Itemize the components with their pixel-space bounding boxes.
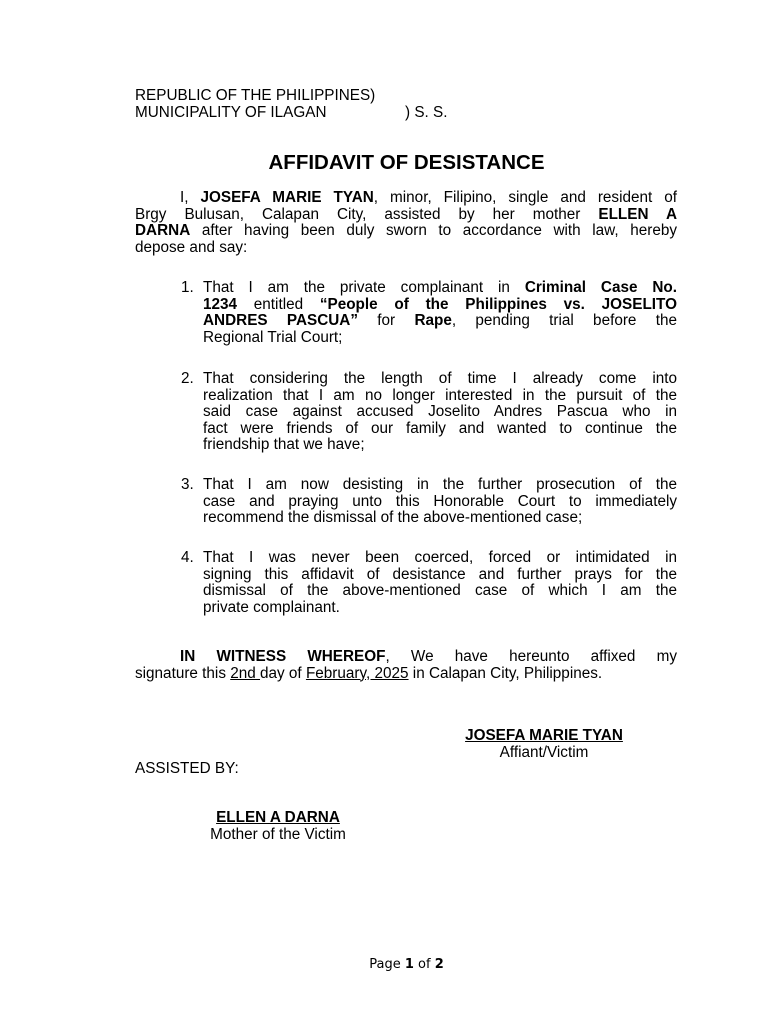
intro-paragraph <box>135 190 677 256</box>
list-item <box>181 550 677 618</box>
list-number: 4. <box>181 549 194 566</box>
affiant-name: JOSEFA MARIE TYAN <box>465 727 623 744</box>
list-item <box>181 371 677 455</box>
page-current: 1 <box>404 957 414 972</box>
witness-paragraph: IN WITNESS WHEREOF, We have hereunto affixed my signature this 2nd day of February, 2025 in Calapan City, Philippines. <box>135 648 677 682</box>
mother-name: ELLEN A DARNA <box>216 809 340 826</box>
assisted-by-label: ASSISTED BY: <box>135 760 239 777</box>
list-number: 3. <box>181 476 194 493</box>
mother-signature-block <box>178 810 378 843</box>
list-item-body: That considering the length of time I already come into realization that I am no longer interested in the pursuit of the said case against accused Joselito Andres Pascua who in fact were friends of our family and wanted to continue the friendship that we have; <box>203 370 677 453</box>
witness-day: 2nd <box>230 664 261 682</box>
list-number: 2. <box>181 370 194 387</box>
witness-date: February, 2025 <box>305 664 409 682</box>
affiant-name-inline: JOSEFA MARIE TYAN <box>200 189 374 206</box>
page-footer: Page 1 of 2 <box>369 957 444 972</box>
caption-republic: REPUBLIC OF THE PHILIPPINES) <box>135 87 376 104</box>
caption-municipality: MUNICIPALITY OF ILAGAN <box>135 104 327 121</box>
list-item-body: That I was never been coerced, forced or intimidated in signing this affidavit of desistance and further prays for the dismissal of the above-mentioned case of which I am the private complainant. <box>203 549 677 616</box>
list-number: 1. <box>181 279 194 296</box>
intro-line: I, JOSEFA MARIE TYAN, minor, Filipino, single and resident of <box>180 189 677 206</box>
affiant-signature-block <box>434 728 654 761</box>
document-title: AFFIDAVIT OF DESISTANCE <box>268 151 545 174</box>
affiant-role: Affiant/Victim <box>499 743 589 761</box>
witness-heading: IN WITNESS WHEREOF <box>180 648 386 665</box>
caption-ss: ) S. S. <box>405 104 448 121</box>
intro-line: depose and say: <box>135 238 248 256</box>
page-total: 2 <box>434 957 444 972</box>
mother-role: Mother of the Victim <box>210 825 346 843</box>
list-item <box>181 280 677 348</box>
list-item <box>181 477 677 529</box>
intro-line: DARNA after having been duly sworn to accordance with law, hereby <box>135 222 677 239</box>
intro-line: Brgy Bulusan, Calapan City, assisted by her mother ELLEN A <box>135 205 677 223</box>
mother-name-inline: ELLEN A <box>598 205 677 223</box>
list-item-body: That I am the private complainant in Criminal Case No. 1234 entitled “People of the Philippines vs. JOSELITO ANDRES PASCUA” for Rape, pending trial before the Regional Trial Court; <box>203 279 678 346</box>
list-item-body: That I am now desisting in the further prosecution of the case and praying unto this Honorable Court to immediately recommend the dismissal of the above-mentioned case; <box>203 476 677 526</box>
